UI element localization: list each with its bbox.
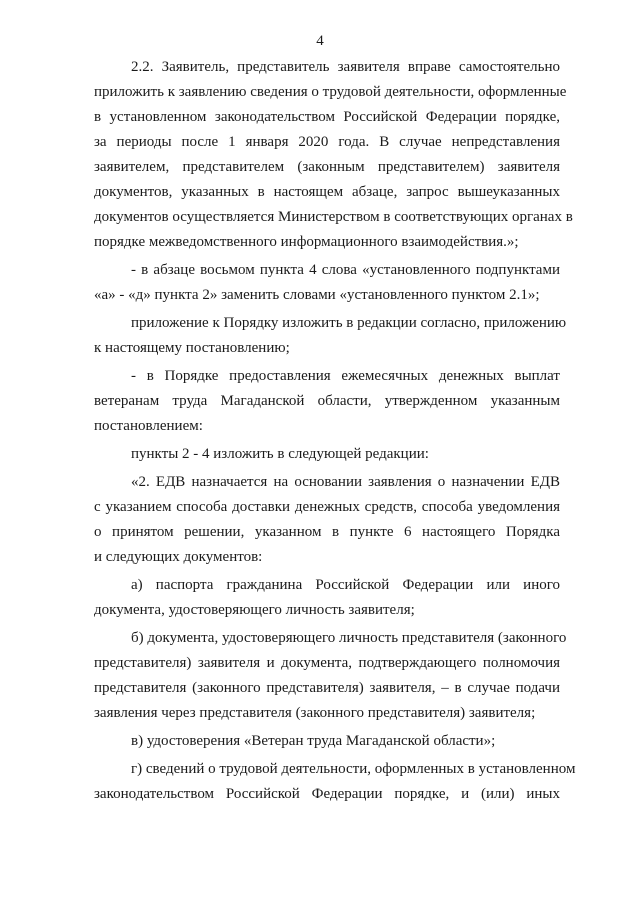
paragraph-line: постановлением:	[94, 418, 203, 434]
paragraph-line: к настоящему постановлению;	[94, 340, 290, 356]
document-body	[94, 55, 576, 807]
paragraph-line: б) документа, удостоверяющего личность представителя (законного	[131, 630, 567, 646]
paragraph-line: заявления через представителя (законного представителя) заявителя;	[94, 705, 536, 721]
page-number: 4	[316, 33, 324, 49]
paragraph-line: г) сведений о трудовой деятельности, оформленных в установленном	[131, 761, 576, 777]
paragraph	[94, 364, 560, 439]
paragraph	[94, 55, 573, 255]
paragraph-line: - в Порядке предоставления ежемесячных денежных выплат	[131, 368, 560, 384]
paragraph-line: ветеранам труда Магаданской области, утвержденном указанным	[94, 393, 560, 409]
paragraph	[94, 311, 567, 361]
paragraph-line: и следующих документов:	[94, 549, 263, 565]
paragraph-line: документов осуществляется Министерством в соответствующих органах в	[94, 209, 573, 225]
paragraph	[94, 757, 576, 807]
paragraph-line: представителя (законного представителя) заявителя, – в случае подачи	[94, 680, 560, 696]
paragraph-line: в установленном законодательством Российской Федерации порядке,	[94, 109, 560, 125]
paragraph-line: порядке межведомственного информационного взаимодействия.»;	[94, 234, 519, 250]
paragraph-line: за периоды после 1 января 2020 года. В случае непредставления	[94, 134, 560, 150]
paragraph-line: представителя) заявителя и документа, подтверждающего полномочия	[94, 655, 560, 671]
paragraph-line: - в абзаце восьмом пункта 4 слова «установленного подпунктами	[131, 262, 560, 278]
paragraph-line: о принятом решении, указанном в пункте 6 настоящего Порядка	[94, 524, 560, 540]
paragraph	[94, 573, 560, 623]
paragraph-line: заявителем, представителем (законным представителем) заявителя	[94, 159, 560, 175]
paragraph-line: а) паспорта гражданина Российской Федерации или иного	[131, 577, 560, 593]
paragraph-line: законодательством Российской Федерации порядке, и (или) иных	[94, 786, 560, 802]
paragraph-line: приложение к Порядку изложить в редакции согласно, приложению	[131, 315, 567, 331]
paragraph-line: с указанием способа доставки денежных средств, способа уведомления	[94, 499, 560, 515]
paragraph	[94, 729, 560, 754]
paragraph-line: «а» - «д» пункта 2» заменить словами «установленного пунктом 2.1»;	[94, 287, 540, 303]
paragraph	[94, 442, 560, 467]
paragraph	[94, 626, 567, 726]
paragraph-line: приложить к заявлению сведения о трудовой деятельности, оформленные	[94, 84, 567, 100]
paragraph-line: документа, удостоверяющего личность заявителя;	[94, 602, 415, 618]
paragraph-line: в) удостоверения «Ветеран труда Магаданской области»;	[131, 733, 496, 749]
paragraph-line: 2.2. Заявитель, представитель заявителя вправе самостоятельно	[131, 59, 560, 75]
paragraph	[94, 258, 560, 308]
paragraph-line: документов, указанных в настоящем абзаце, запрос вышеуказанных	[94, 184, 560, 200]
paragraph	[94, 470, 560, 570]
paragraph-line: пункты 2 - 4 изложить в следующей редакции:	[131, 446, 429, 462]
paragraph-line: «2. ЕДВ назначается на основании заявления о назначении ЕДВ	[131, 474, 560, 490]
